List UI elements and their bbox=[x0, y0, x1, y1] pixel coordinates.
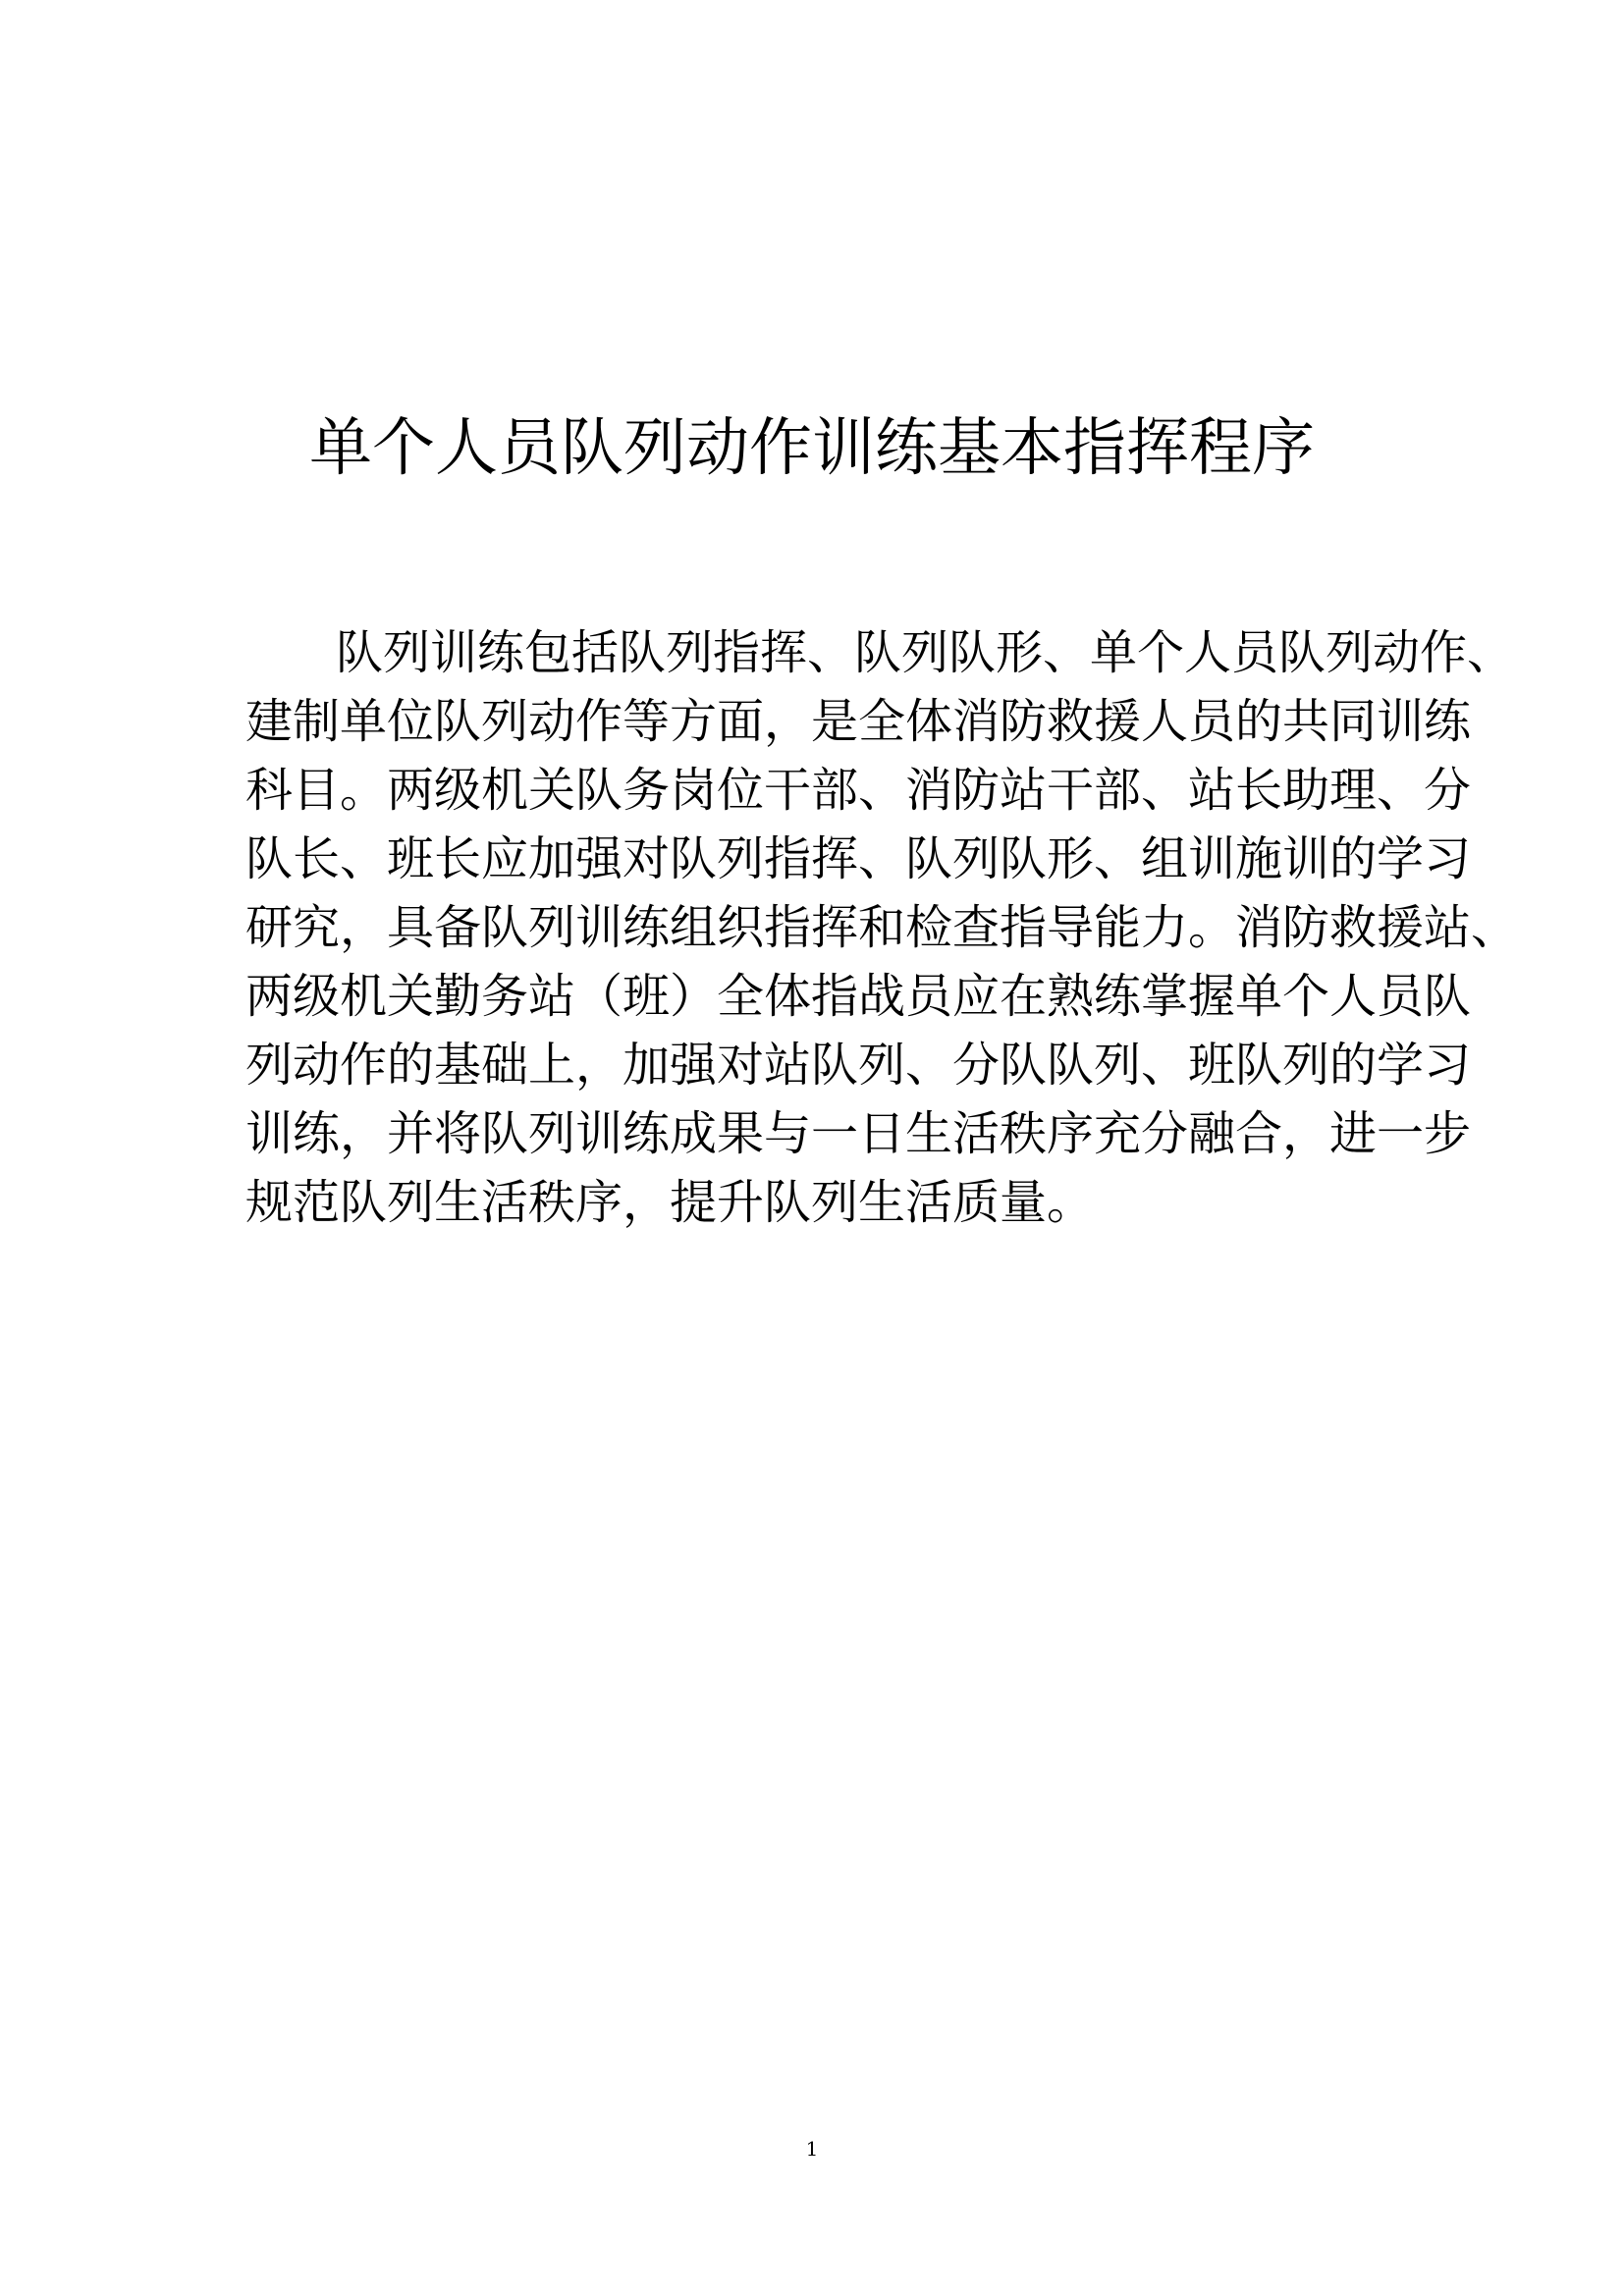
body-paragraph bbox=[245, 618, 1519, 1237]
paragraph-line: 训练，并将队列训练成果与一日生活秩序充分融合，进一步 bbox=[245, 1106, 1472, 1161]
paragraph-line: 队列训练包括队列指挥、队列队形、单个人员队列动作、 bbox=[336, 625, 1515, 680]
paragraph-line: 科目。两级机关队务岗位干部、消防站干部、站长助理、分 bbox=[245, 763, 1472, 818]
paragraph-line: 两级机关勤务站（班）全体指战员应在熟练掌握单个人员队 bbox=[245, 969, 1472, 1024]
paragraph-line: 研究，具备队列训练组织指挥和检查指导能力。消防救援站、 bbox=[245, 900, 1519, 955]
paragraph-line: 规范队列生活秩序，提升队列生活质量。 bbox=[245, 1175, 1095, 1230]
page-number: 1 bbox=[805, 2137, 819, 2161]
paragraph-line: 列动作的基础上，加强对站队列、分队队列、班队列的学习 bbox=[245, 1038, 1472, 1093]
paragraph-line: 建制单位队列动作等方面，是全体消防救援人员的共同训练 bbox=[245, 694, 1472, 749]
paragraph-line: 队长、班长应加强对队列指挥、队列队形、组训施训的学习 bbox=[245, 831, 1472, 886]
document-title: 单个人员队列动作训练基本指挥程序 bbox=[309, 412, 1315, 485]
